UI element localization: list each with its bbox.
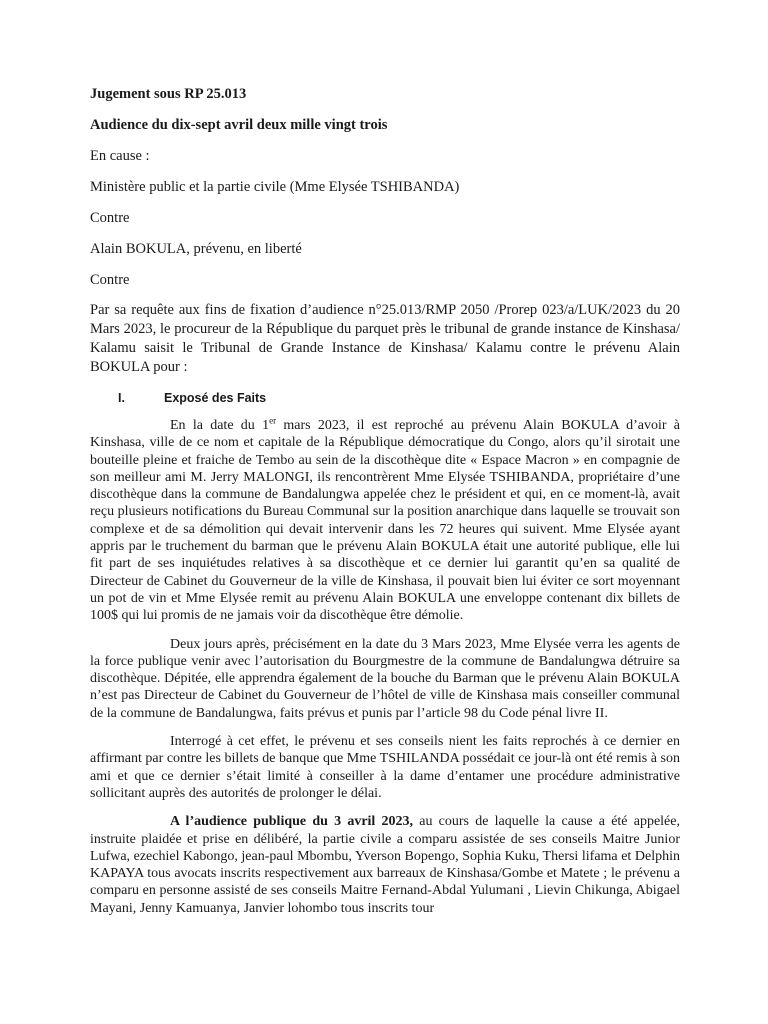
contre-label-2: Contre — [90, 272, 130, 288]
parties-defendant: Alain BOKULA, prévenu, en liberté — [90, 241, 302, 257]
hearing-paragraph — [90, 813, 680, 917]
section-title: Exposé des Faits — [164, 391, 267, 405]
en-cause-label: En cause : — [90, 148, 150, 164]
facts-paragraph-1-rest: mars 2023, il est reproché au prévenu Alain BOKULA d’avoir à Kinshasa, ville de ce nom et capitale de la République démocratique du Congo, alors qu’il sirotait une bouteille pleine et fraiche de Tembo au sein de la discothèque dite « Espace Macron » en compagnie de son meilleur ami M. Jerry MALONGI, ils rencontrèrent Mme Elysée TSHIBANDA, propriétaire d’une discothèque dans la commune de Bandalungwa appelée chez le président et qui, en ce moment-là, avait reçu plusieurs notifications du Bureau Communal sur la position anarchique dans laquelle se trouvait son complexe et de sa démolition qui devait intervenir dans les 72 heures qui suivent. Mme Elysée ayant appris par le truchement du barman que le prévenu Alain BOKULA était une autorité publique, elle lui fit part de ses inquiétudes relatives à sa discothèque et ce dernier lui garantit qu’en sa qualité de Directeur de Cabinet du Gouverneur de la ville de Kinshasa, il pouvait bien lui éviter ce sort moyennant un pot de vin et Mme Elysée remit au prévenu Alain BOKULA une enveloppe contenant dix billets de 100$ qui lui promis de ne jamais voir da discothèque être démolie. — [90, 418, 680, 624]
hearing-paragraph-rest: au cours de laquelle la cause a été appelée, instruite plaidée et prise en délibéré, la partie civile a comparu assistée de ses conseils Maitre Junior Lufwa, ezechiel Kabongo, jean-paul Mbombu, Yverson Bopengo, Sophia Kuku, Thersi lifama et Delphin KAPAYA tous avocats inscrits respectivement aux barreaux de Kinshasa/Gombe et Matete ; le prévenu a comparu en personne assisté de ses conseils Maitre Fernand-Abdal Yulumani , Lievin Chikunga, Abigael Mayani, Jenny Kamuanya, Janvier lohombo tous inscrits tour — [90, 814, 680, 916]
hearing-date-line: Audience du dix-sept avril deux mille vingt trois — [90, 117, 388, 133]
facts-paragraph-2: Deux jours après, précisément en la date du 3 Mars 2023, Mme Elysée verra les agents de la force publique venir avec l’autorisation du Bourgmestre de la commune de Bandalungwa détruire sa discothèque. Dépitée, elle apprendra également de la bouche du Barman que le prévenu Alain BOKULA n’est pas Directeur de Cabinet du Gouverneur de l’hôtel de ville de Kinshasa mais conseiller communal de la commune de Bandalungwa, faits prévus et punis par l’article 98 du Code pénal livre II. — [90, 636, 680, 721]
intro-paragraph: Par sa requête aux fins de fixation d’audience n°25.013/RMP 2050 /Prorep 023/a/LUK/2023 du 20 Mars 2023, le procureur de la République du parquet près le tribunal de grande instance de Kinshasa/ Kalamu saisit le Tribunal de Grande Instance de Kinshasa/ Kalamu contre le prévenu Alain BOKULA pour : — [90, 302, 680, 375]
hearing-paragraph-lead: A l’audience publique du 3 avril 2023, — [170, 814, 414, 830]
section-heading — [90, 389, 680, 407]
judgment-title: Jugement sous RP 25.013 — [90, 86, 247, 102]
parties-plaintiff: Ministère public et la partie civile (Mme Elysée TSHIBANDA) — [90, 179, 460, 195]
ordinal-superscript: er — [269, 415, 277, 426]
facts-paragraph-3: Interrogé à cet effet, le prévenu et ses conseils nient les faits reprochés à ce dernier en affirmant par contre les billets de banque que Mme TSHILANDA possédait ce jour-là ont été remis à son ami et que ce dernier s’était limité à conseiller à la dame d’entamer une procédure administrative sollicitant auprès des autorités de prolonger le délai. — [90, 734, 680, 801]
facts-paragraph-1-start: En la date du 1 — [170, 418, 270, 433]
facts-paragraph-1 — [90, 417, 680, 625]
section-number: I. — [118, 391, 125, 405]
contre-label-1: Contre — [90, 210, 130, 226]
